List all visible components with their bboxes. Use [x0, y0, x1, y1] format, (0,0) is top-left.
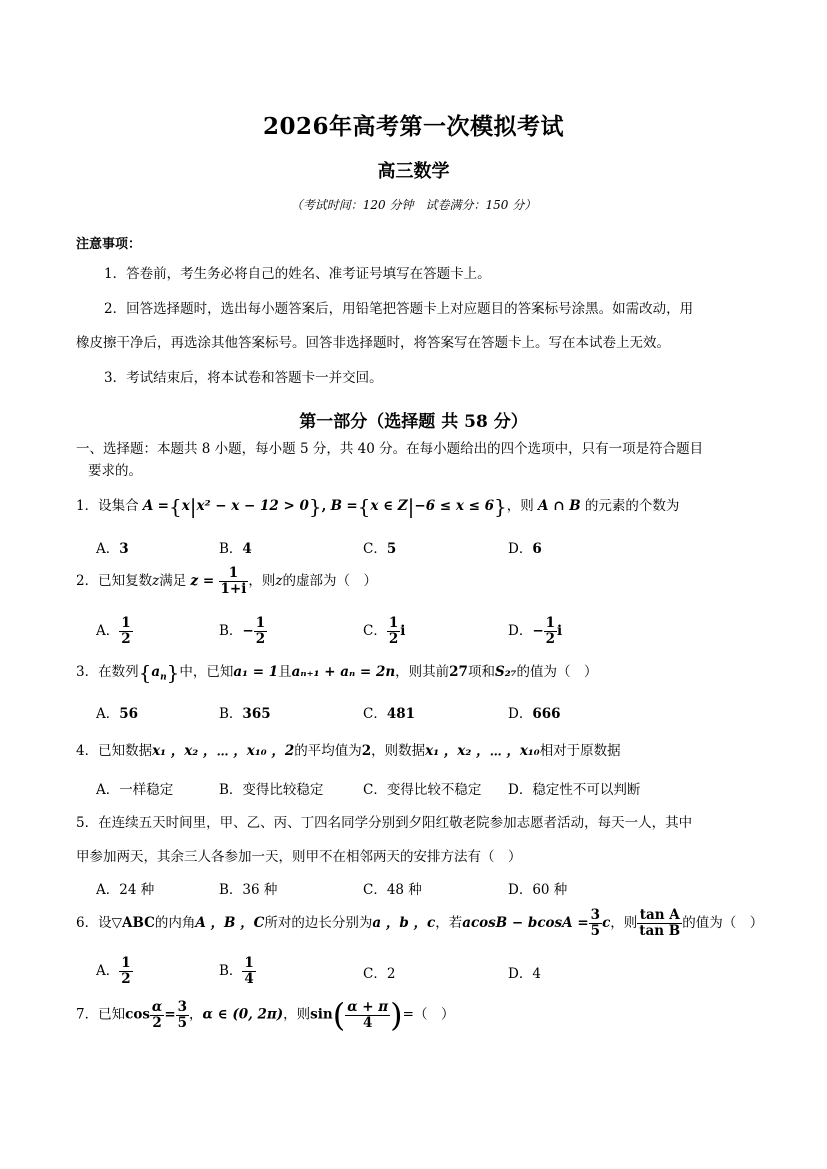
q3-prefix: 3．在数列: [76, 664, 139, 680]
q4-tail: 相对于原数据: [539, 743, 621, 759]
exam-subtitle: 高三数学: [377, 161, 450, 182]
q7-eq: =: [164, 1006, 176, 1023]
q6-mid3: ，若: [435, 915, 463, 931]
q7-alpha-frac: $\frac{\alpha}{2}$: [151, 998, 163, 1031]
q6-mid4: ，则: [610, 915, 638, 931]
note-1-text: 1．答卷前，考生务必将自己的姓名、准考证号填写在答题卡上。: [104, 266, 491, 282]
q4-prefix: 4．已知数据: [76, 743, 153, 759]
note-3: [76, 361, 744, 395]
q4-mid: 的平均值为: [294, 743, 362, 759]
q6-option-d: D．4: [508, 966, 541, 982]
q4-option-c: C．变得比较不稳定: [363, 782, 482, 798]
q1-intersection: A ∩ B: [538, 498, 581, 514]
q6-eq-frac: $\frac{3}{5}$: [590, 907, 601, 939]
q3-cond1: a₁ = 1: [233, 664, 279, 680]
q6-eq-lhs: acosB − bcosA =: [462, 915, 589, 931]
q4-option-d: D．稳定性不可以判断: [508, 782, 641, 798]
question-4: [76, 739, 756, 759]
q1-setb-cond: −6 ≤ x ≤ 6: [414, 498, 494, 514]
q1-setb-body: x ∈ Z: [370, 498, 408, 514]
q4-option-b: B．变得比较稳定: [219, 782, 324, 798]
q7-range: α ∈ (0, 2π): [202, 1006, 284, 1023]
q1-option-a: A．3: [96, 541, 129, 557]
q7-sin-frac: $\frac{\alpha + \pi}{4}$: [347, 998, 389, 1031]
question-7: 7．已知cos $\frac{\alpha}{2}$ = $\frac{3}{5}$ ，α ∈ (0, 2π)，则sin( $\frac{\alpha + \pi}{4}$ )=（ ）: [76, 996, 455, 1034]
q2-mid: 满足: [159, 573, 187, 589]
q4-avg: 2: [361, 743, 372, 759]
q4-option-a: A．一样稳定: [96, 782, 174, 798]
note-2-cont: 橡皮擦干净后，再选涂其他答案标号。回答非选择题时，将答案写在答题卡上。写在本试卷上无效。: [76, 335, 670, 351]
q6-option-a: A． $\frac{1}{2}$: [96, 955, 131, 987]
q4-data-list: x₁ ，x₂ ，⋯ ，x₁₀ ，2: [152, 743, 295, 759]
q1-seta-lhs: A: [142, 498, 154, 514]
q3-option-b: B．365: [219, 706, 271, 722]
q6-prefix: 6．设: [76, 915, 112, 931]
q7-mid2: ，则: [283, 1006, 311, 1023]
q2-tail: 的虚部为（ ）: [282, 573, 377, 589]
q6-triangle: ▽ABC: [111, 915, 155, 931]
q2-tail-pre: ，则: [248, 573, 276, 589]
q2-lhs: z =: [190, 573, 215, 589]
q1-tail-pre: ，则: [506, 498, 534, 514]
q3-mid4: 项和: [467, 664, 495, 680]
q3-s27: S₂₇: [494, 664, 517, 680]
q5-option-d: D．60 种: [508, 882, 568, 898]
q3-seq: a: [151, 664, 161, 680]
q2-option-c: C． $\frac{1}{2}$ i: [363, 615, 406, 647]
note-3-text: 3．考试结束后，将本试卷和答题卡一并交回。: [104, 370, 383, 386]
question-6: [76, 907, 764, 939]
section-intro-line1: 一、选择题：本题共 8 小题，每小题 5 分，共 40 分。在每小题给出的四个选项中，只有一项是符合题目: [76, 441, 704, 457]
q1-seta-body: x: [181, 498, 190, 514]
q1-prefix: 1．设集合: [76, 498, 139, 514]
q3-seq-sub: n: [160, 672, 167, 683]
q1-setb-lhs: B: [330, 498, 343, 514]
q2-option-b: B．− $\frac{1}{2}$: [219, 615, 266, 647]
question-1: 1．设集合 A ={x|x² − x − 12 > 0}, B ={x ∈ Z|−6 ≤ x ≤ 6}，则 A ∩ B 的元素的个数为: [76, 494, 680, 519]
question-2: [76, 566, 756, 597]
q3-mid1: 中，已知: [179, 664, 234, 680]
q6-mid2: 所对的边长分别为: [264, 915, 373, 931]
q3-option-c: C．481: [363, 706, 416, 722]
q6-option-b: B． $\frac{1}{4}$: [219, 955, 254, 987]
q3-mid3: ，则其前: [395, 664, 450, 680]
q1-seta-cond: x² − x − 12 > 0: [196, 498, 309, 514]
q6-tail: 的值为（ ）: [682, 915, 764, 931]
q6-angles: A ，B ，C: [195, 915, 265, 931]
q6-ratio: $\frac{\text{tan A}}{\text{tan B}}$: [639, 907, 681, 939]
exam-title: 2026年高考第一次模拟考试: [262, 113, 564, 140]
question-5: 5．在连续五天时间里，甲、乙、丙、丁四名同学分别到夕阳红敬老院参加志愿者活动，每天一人，其中: [76, 815, 693, 831]
q7-tail: =（ ）: [402, 1006, 455, 1023]
note-2: [76, 292, 744, 326]
note-1: [76, 257, 744, 291]
question-3: 3．在数列$\{a_n\}$中，已知a₁ = 1且aₙ₊₁ + aₙ = 2n，则其前27项和S₂₇的值为（ ）: [76, 660, 598, 685]
q2-prefix: 2．已知复数: [76, 573, 153, 589]
q1-option-b: B．4: [219, 541, 252, 557]
q7-mid: ，: [189, 1006, 203, 1023]
q6-eq-c: c: [602, 915, 611, 931]
q2-fraction: $\frac{1}{1+i}$: [220, 565, 247, 597]
q2-var-2: z: [275, 573, 283, 589]
q2-option-d: D．− $\frac{1}{2}$ i: [508, 615, 563, 647]
q7-val-frac: $\frac{3}{5}$: [177, 998, 188, 1031]
note-2-text: 2．回答选择题时，选出每小题答案后，用铅笔把答题卡上对应题目的答案标号涂黑。如需改动，用: [104, 301, 694, 317]
q2-option-a: A． $\frac{1}{2}$: [96, 615, 131, 647]
exam-info: （考试时间：120 分钟 试卷满分：150 分）: [290, 198, 537, 212]
q5-option-c: C．48 种: [363, 882, 422, 898]
q3-tail: 的值为（ ）: [516, 664, 598, 680]
q2-var: z: [152, 573, 160, 589]
q7-cos: cos: [125, 1006, 150, 1023]
q3-cond2: aₙ₊₁ + aₙ = 2n: [291, 664, 396, 680]
notes-heading: 注意事项：: [76, 237, 142, 252]
part-title: 第一部分（选择题 共 58 分）: [299, 412, 528, 432]
q1-option-c: C．5: [363, 541, 397, 557]
q5-option-b: B．36 种: [219, 882, 278, 898]
q7-sin: sin: [310, 1006, 333, 1023]
section-intro: [76, 438, 744, 482]
q7-prefix: 7．已知: [76, 1006, 126, 1023]
q1-option-d: D．6: [508, 541, 542, 557]
q3-option-d: D．666: [508, 706, 561, 722]
q4-data-list2: x₁ ，x₂ ，⋯ ，x₁₀: [425, 743, 540, 759]
q1-tail: 的元素的个数为: [584, 498, 680, 514]
q3-mid2: 且: [278, 664, 292, 680]
q6-option-c: C．2: [363, 966, 396, 982]
q5-option-a: A．24 种: [96, 882, 155, 898]
question-5-cont: 甲参加两天，其余三人各参加一天，则甲不在相邻两天的安排方法有（ ）: [76, 849, 522, 865]
section-intro-line2: 要求的。: [88, 463, 142, 479]
q4-mid2: ，则数据: [371, 743, 426, 759]
q3-n27: 27: [449, 664, 468, 680]
q6-mid1: 的内角: [154, 915, 196, 931]
q6-sides: a ，b ，c: [372, 915, 436, 931]
q3-option-a: A．56: [96, 706, 139, 722]
